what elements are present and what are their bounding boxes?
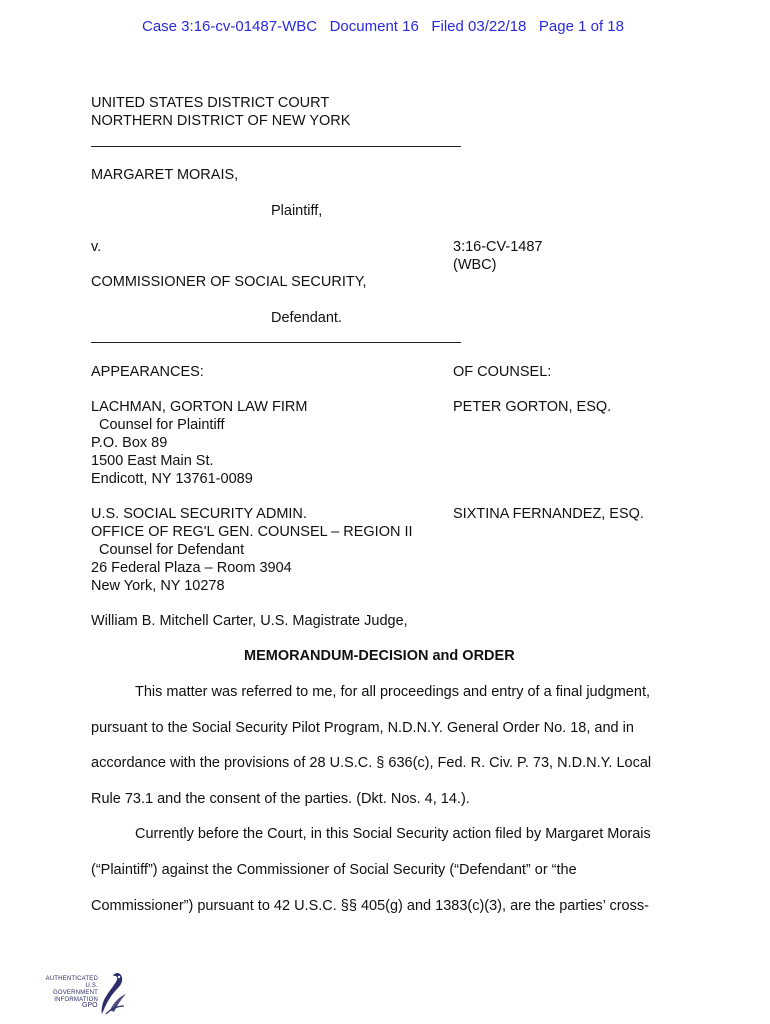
body-line-2: pursuant to the Social Security Pilot Program, N.D.N.Y. General Order No. 18, and in bbox=[91, 720, 634, 736]
seal-text: AUTHENTICATED U.S. GOVERNMENT INFORMATION bbox=[45, 976, 98, 1003]
gpo-authentication-seal bbox=[40, 970, 140, 1018]
filed-date: Filed 03/22/18 bbox=[431, 18, 527, 35]
caption-bottom-rule bbox=[91, 342, 461, 343]
plaintiff-firm-name: LACHMAN, GORTON LAW FIRM bbox=[91, 399, 308, 415]
plaintiff-role: Plaintiff, bbox=[271, 203, 323, 219]
plaintiff-name: MARGARET MORAIS, bbox=[91, 167, 239, 183]
document-number: Document 16 bbox=[329, 18, 419, 35]
defendant-name: COMMISSIONER OF SOCIAL SECURITY, bbox=[91, 274, 367, 290]
caption-top-rule bbox=[91, 146, 461, 147]
case-header bbox=[142, 18, 624, 35]
defendant-counsel: SIXTINA FERNANDEZ, ESQ. bbox=[453, 506, 644, 522]
case-number-caption-1: 3:16-CV-1487 bbox=[453, 239, 543, 255]
body-line-7: Commissioner”) pursuant to 42 U.S.C. §§ 405(g) and 1383(c)(3), are the parties’ cross- bbox=[91, 898, 649, 914]
plaintiff-firm-block bbox=[91, 398, 307, 488]
defendant-counsel-role: Counsel for Defendant bbox=[99, 542, 245, 558]
body-line-6: (“Plaintiff”) against the Commissioner of Social Security (“Defendant” or “the bbox=[91, 862, 577, 878]
plaintiff-firm-pobox: P.O. Box 89 bbox=[91, 435, 168, 451]
page-indicator: Page 1 of 18 bbox=[538, 18, 624, 35]
versus: v. bbox=[91, 239, 102, 255]
defendant-firm-block bbox=[91, 505, 413, 595]
plaintiff-firm-city: Endicott, NY 13761-0089 bbox=[91, 471, 253, 487]
defendant-firm-city: New York, NY 10278 bbox=[91, 578, 225, 594]
document-title: MEMORANDUM-DECISION and ORDER bbox=[244, 648, 515, 664]
judge-line: William B. Mitchell Carter, U.S. Magistrate Judge, bbox=[91, 613, 408, 629]
body-line-3: accordance with the provisions of 28 U.S.C. § 636(c), Fed. R. Civ. P. 73, N.D.N.Y. Local bbox=[91, 755, 652, 771]
plaintiff-counsel: PETER GORTON, ESQ. bbox=[453, 399, 612, 415]
body-line-5: Currently before the Court, in this Social Security action filed by Margaret Morais bbox=[135, 826, 651, 842]
appearances-heading: APPEARANCES: bbox=[91, 364, 204, 380]
eagle-icon bbox=[96, 970, 130, 1016]
defendant-firm-name: U.S. SOCIAL SECURITY ADMIN. bbox=[91, 506, 307, 522]
plaintiff-counsel-role: Counsel for Plaintiff bbox=[99, 417, 225, 433]
defendant-firm-street: 26 Federal Plaza – Room 3904 bbox=[91, 560, 292, 576]
defendant-role: Defendant. bbox=[271, 310, 342, 326]
case-number-caption-2: (WBC) bbox=[453, 257, 497, 273]
plaintiff-firm-street: 1500 East Main St. bbox=[91, 453, 214, 469]
of-counsel-heading: OF COUNSEL: bbox=[453, 364, 552, 380]
court-name-line2: NORTHERN DISTRICT OF NEW YORK bbox=[91, 113, 351, 129]
court-name-line1: UNITED STATES DISTRICT COURT bbox=[91, 95, 330, 111]
seal-gpo-label: GPO bbox=[82, 1002, 98, 1009]
case-number: Case 3:16-cv-01487-WBC bbox=[142, 18, 318, 35]
body-line-1: This matter was referred to me, for all proceedings and entry of a final judgment, bbox=[135, 684, 650, 700]
body-line-4: Rule 73.1 and the consent of the parties. (Dkt. Nos. 4, 14.). bbox=[91, 791, 470, 807]
defendant-firm-office: OFFICE OF REG'L GEN. COUNSEL – REGION II bbox=[91, 524, 413, 540]
